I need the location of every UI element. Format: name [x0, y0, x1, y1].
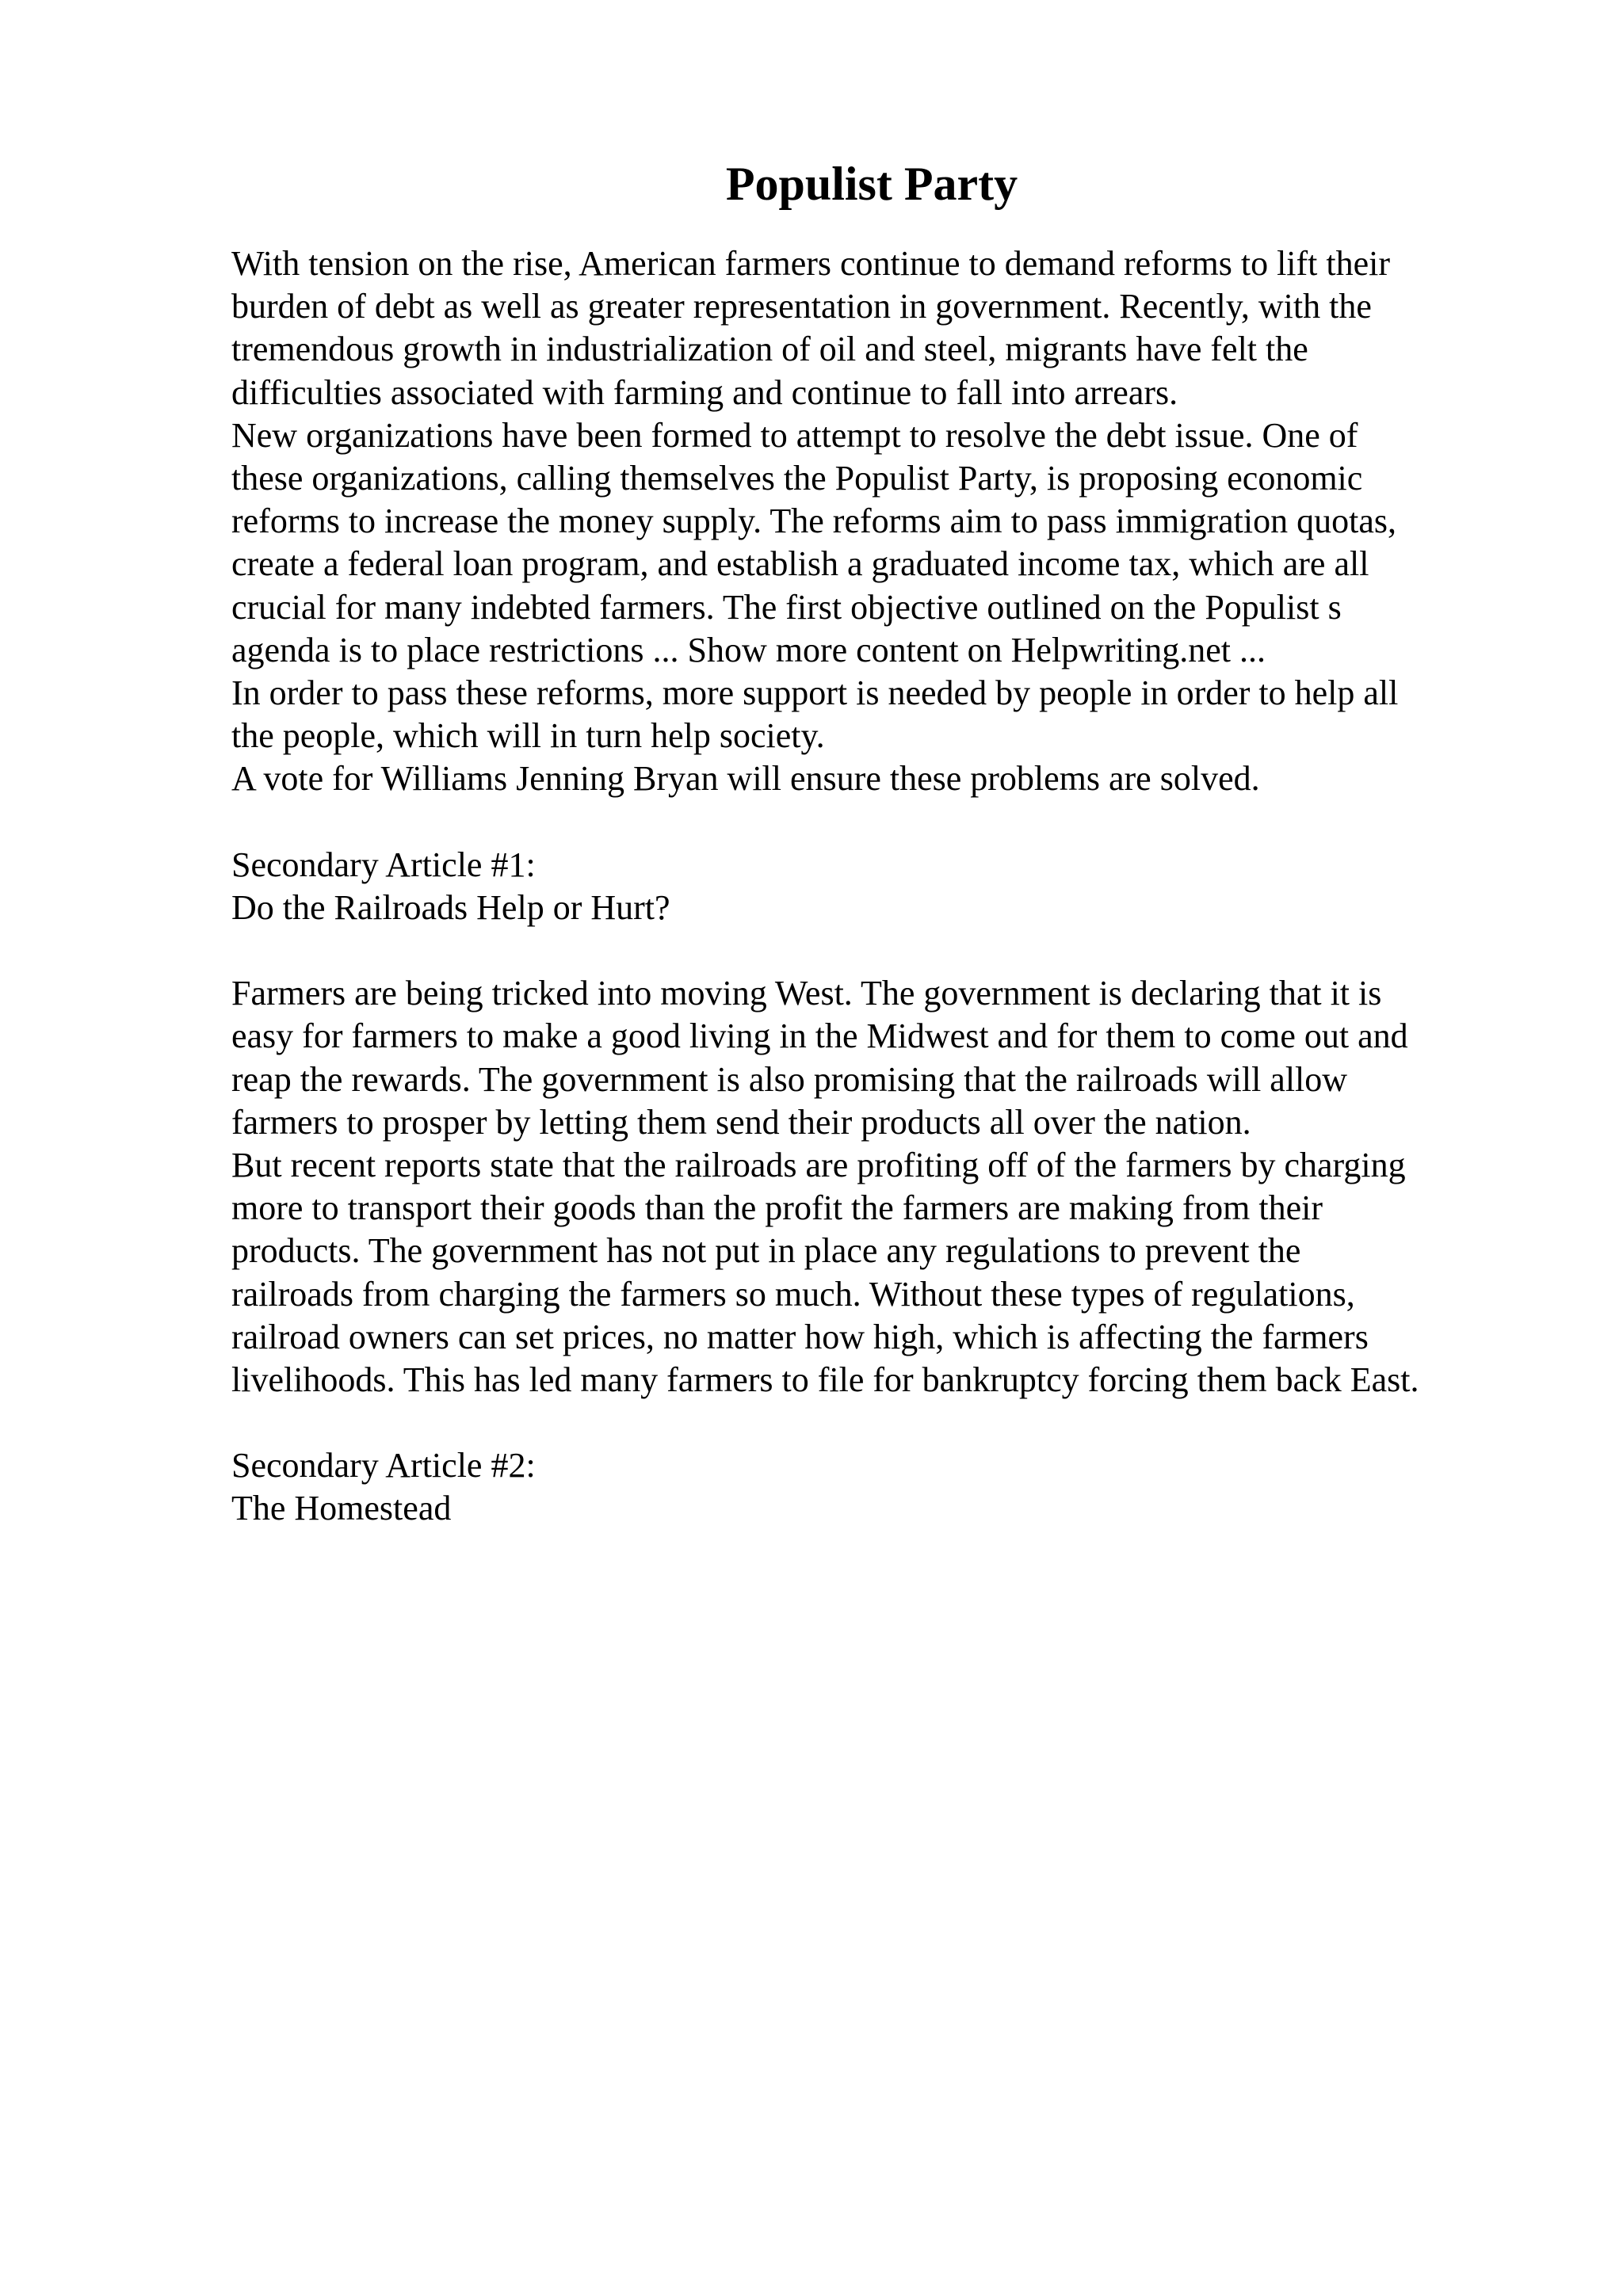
body-line: difficulties associated with farming and continue to fall into arrears. — [231, 372, 1178, 412]
body-line: crucial for many indebted farmers. The first objective outlined on the Populist s — [231, 587, 1342, 627]
body-line: In order to pass these reforms, more support is needed by people in order to help all — [231, 673, 1399, 712]
body-line: easy for farmers to make a good living in the Midwest and for them to come out and — [231, 1016, 1408, 1056]
section-subtitle: The Homestead — [231, 1489, 452, 1528]
body-line: But recent reports state that the railroads are profiting off of the farmers by charging — [231, 1145, 1406, 1184]
body-line: Farmers are being tricked into moving West. The government is declaring that it is — [231, 974, 1382, 1013]
section-heading: Secondary Article #1: — [231, 845, 536, 884]
section-subtitle: Do the Railroads Help or Hurt? — [231, 887, 670, 927]
body-line: With tension on the rise, American farmers continue to demand reforms to lift their — [231, 244, 1391, 283]
body-line: railroads from charging the farmers so much. Without these types of regulations, — [231, 1274, 1355, 1314]
body-line: A vote for Williams Jenning Bryan will ensure these problems are solved. — [231, 759, 1260, 799]
document-title: Populist Party — [725, 158, 1018, 210]
body-line: these organizations, calling themselves the Populist Party, is proposing economic — [231, 458, 1363, 498]
body-line: create a federal loan program, and establish a graduated income tax, which are all — [231, 544, 1369, 584]
body-line: more to transport their goods than the profit the farmers are making from their — [231, 1188, 1323, 1228]
body-line: burden of debt as well as greater representation in government. Recently, with the — [231, 287, 1372, 326]
body-line: farmers to prosper by letting them send their products all over the nation. — [231, 1102, 1251, 1142]
document-body — [231, 242, 1563, 1531]
body-line: tremendous growth in industrialization of oil and steel, migrants have felt the — [231, 330, 1308, 369]
body-line: railroad owners can set prices, no matter how high, which is affecting the farmers — [231, 1317, 1369, 1356]
body-line: products. The government has not put in place any regulations to prevent the — [231, 1231, 1301, 1271]
section-heading: Secondary Article #2: — [231, 1446, 536, 1486]
body-line: the people, which will in turn help society. — [231, 716, 825, 756]
body-line: livelihoods. This has led many farmers to file for bankruptcy forcing them back East. — [231, 1360, 1419, 1399]
blank-line — [231, 1402, 1563, 1444]
blank-line — [231, 800, 1563, 843]
body-line: agenda is to place restrictions ... Show more content on Helpwriting.net ... — [231, 630, 1266, 669]
body-line: reap the rewards. The government is also promising that the railroads will allow — [231, 1059, 1348, 1099]
blank-line — [231, 929, 1563, 972]
body-line: New organizations have been formed to attempt to resolve the debt issue. One of — [231, 415, 1358, 455]
body-line: reforms to increase the money supply. The reforms aim to pass immigration quotas, — [231, 502, 1397, 541]
